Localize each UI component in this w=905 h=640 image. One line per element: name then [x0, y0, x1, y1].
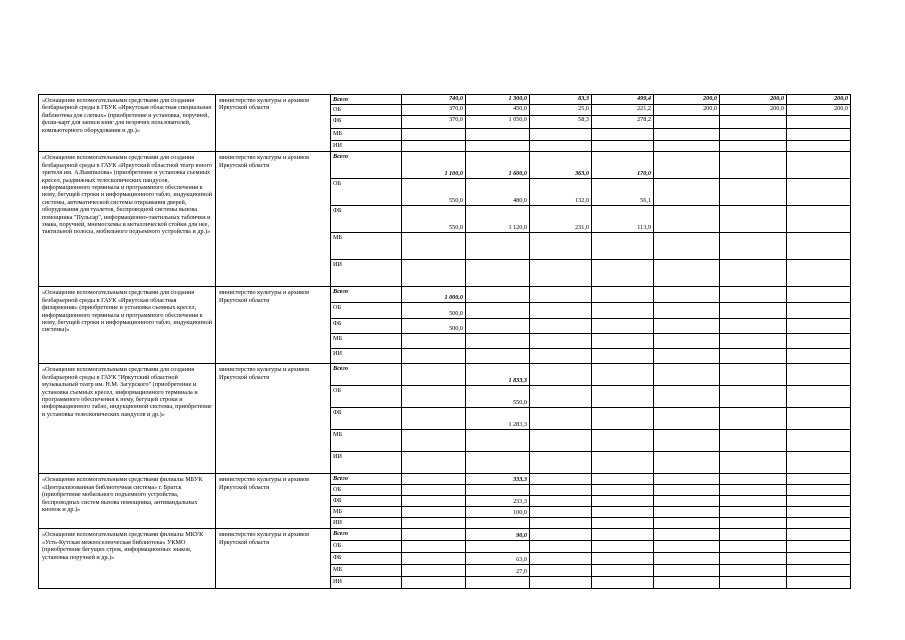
amount-cell	[530, 541, 592, 553]
amount-cell	[530, 485, 592, 496]
amount-cell	[592, 565, 654, 577]
amount-cell	[530, 349, 592, 364]
amount-cell	[654, 129, 720, 141]
amount-cell	[720, 233, 787, 260]
amount-cell	[530, 303, 592, 319]
amount-cell	[720, 179, 787, 206]
amount-cell: 56,1	[592, 179, 654, 206]
amount-cell	[592, 303, 654, 319]
table-body	[39, 95, 851, 589]
amount-cell	[720, 529, 787, 541]
amount-cell: 200,0	[720, 95, 787, 105]
amount-cell	[720, 408, 787, 430]
funding-source-label: МБ	[331, 334, 402, 349]
amount-cell	[466, 485, 530, 496]
amount-cell	[787, 152, 851, 179]
funding-source-label: ОБ	[331, 105, 402, 116]
amount-cell	[787, 529, 851, 541]
amount-cell: 500,0	[402, 303, 466, 319]
funding-source-label: ФБ	[331, 496, 402, 507]
amount-cell	[654, 141, 720, 152]
amount-cell	[530, 496, 592, 507]
funding-source-label: ОБ	[331, 179, 402, 206]
amount-cell	[720, 206, 787, 233]
amount-cell	[466, 430, 530, 452]
amount-cell	[592, 485, 654, 496]
amount-cell: 25,0	[530, 105, 592, 116]
amount-cell	[466, 260, 530, 287]
amount-cell	[402, 386, 466, 408]
activity-executor: министерство культуры и архивов Иркутской области	[216, 364, 331, 474]
amount-cell	[720, 496, 787, 507]
amount-cell	[466, 141, 530, 152]
amount-cell	[530, 565, 592, 577]
amount-cell: 83,3	[530, 95, 592, 105]
table-row	[39, 364, 851, 386]
amount-cell: 550,0	[402, 206, 466, 233]
amount-cell	[720, 334, 787, 349]
amount-cell	[654, 364, 720, 386]
amount-cell	[530, 386, 592, 408]
amount-cell	[530, 577, 592, 589]
amount-cell: 550,0	[402, 179, 466, 206]
amount-cell: 200,0	[654, 105, 720, 116]
amount-cell: 58,3	[530, 116, 592, 129]
funding-source-label: Всего	[331, 287, 402, 303]
amount-cell	[530, 364, 592, 386]
amount-cell	[787, 553, 851, 565]
amount-cell	[654, 179, 720, 206]
amount-cell	[654, 303, 720, 319]
amount-cell	[592, 349, 654, 364]
funding-source-label: ОБ	[331, 485, 402, 496]
activity-executor: министерство культуры и архивов Иркутской области	[216, 474, 331, 529]
amount-cell	[592, 334, 654, 349]
activity-description: «Оснащение вспомогательными средствами для создания безбарьерной среды в ГАУК «Иркутская областная филармония» (приобретение и установка съемных кресел, информационного терминала и программного обеспечения к нему, бегущей строки и информационного табло, индукционной системы)»	[39, 287, 216, 364]
table-row	[39, 529, 851, 541]
amount-cell	[787, 260, 851, 287]
activity-executor: министерство культуры и архивов Иркутской области	[216, 529, 331, 589]
amount-cell	[592, 364, 654, 386]
amount-cell	[720, 260, 787, 287]
amount-cell: 363,0	[530, 152, 592, 179]
amount-cell	[592, 452, 654, 474]
amount-cell	[787, 141, 851, 152]
amount-cell	[787, 474, 851, 485]
amount-cell: 233,3	[466, 496, 530, 507]
amount-cell	[592, 408, 654, 430]
funding-source-label: Всего	[331, 95, 402, 105]
amount-cell	[787, 303, 851, 319]
amount-cell: 499,4	[592, 95, 654, 105]
activity-executor: министерство культуры и архивов Иркутской области	[216, 152, 331, 287]
funding-source-label: Всего	[331, 529, 402, 541]
amount-cell	[787, 577, 851, 589]
amount-cell	[654, 541, 720, 553]
funding-source-label: МБ	[331, 507, 402, 518]
amount-cell	[787, 430, 851, 452]
amount-cell	[592, 496, 654, 507]
amount-cell	[530, 334, 592, 349]
amount-cell: 200,0	[654, 95, 720, 105]
amount-cell: 132,0	[530, 179, 592, 206]
amount-cell: 90,0	[466, 529, 530, 541]
amount-cell	[530, 452, 592, 474]
funding-source-label: ОБ	[331, 386, 402, 408]
amount-cell	[530, 319, 592, 334]
amount-cell	[592, 319, 654, 334]
amount-cell	[720, 474, 787, 485]
amount-cell	[530, 518, 592, 529]
amount-cell	[402, 349, 466, 364]
funding-source-label: ИИ	[331, 349, 402, 364]
amount-cell	[654, 260, 720, 287]
amount-cell	[787, 179, 851, 206]
amount-cell	[592, 233, 654, 260]
amount-cell: 550,0	[466, 386, 530, 408]
amount-cell	[592, 430, 654, 452]
amount-cell	[787, 496, 851, 507]
amount-cell: 1 100,0	[402, 152, 466, 179]
amount-cell	[787, 233, 851, 260]
amount-cell: 113,9	[592, 206, 654, 233]
amount-cell	[720, 287, 787, 303]
amount-cell: 1 833,3	[466, 364, 530, 386]
amount-cell	[654, 452, 720, 474]
amount-cell	[592, 287, 654, 303]
funding-source-label: ИИ	[331, 577, 402, 589]
amount-cell	[592, 553, 654, 565]
funding-source-label: ФБ	[331, 408, 402, 430]
amount-cell	[720, 319, 787, 334]
amount-cell	[720, 553, 787, 565]
activity-executor: министерство культуры и архивов Иркутской области	[216, 287, 331, 364]
amount-cell	[466, 577, 530, 589]
amount-cell	[720, 541, 787, 553]
amount-cell	[402, 334, 466, 349]
amount-cell: 231,0	[530, 206, 592, 233]
funding-source-label: ФБ	[331, 206, 402, 233]
amount-cell	[720, 577, 787, 589]
funding-source-label: МБ	[331, 565, 402, 577]
amount-cell	[592, 518, 654, 529]
table-row	[39, 287, 851, 303]
amount-cell	[654, 529, 720, 541]
amount-cell	[402, 141, 466, 152]
amount-cell	[787, 518, 851, 529]
amount-cell	[787, 319, 851, 334]
activity-description: «Оснащение вспомогательными средствами филиалы МКУК «Усть-Кутская межпоселенческая библиотека» УКМО (приобретение бегущих строк, информационных знаков, установка поручней и др.)»	[39, 529, 216, 589]
funding-source-label: МБ	[331, 430, 402, 452]
amount-cell	[466, 334, 530, 349]
amount-cell: 370,0	[402, 105, 466, 116]
table-row	[39, 95, 851, 105]
amount-cell	[466, 541, 530, 553]
amount-cell	[720, 349, 787, 364]
table-row	[39, 474, 851, 485]
amount-cell	[654, 553, 720, 565]
amount-cell	[530, 233, 592, 260]
amount-cell	[466, 129, 530, 141]
amount-cell	[787, 386, 851, 408]
amount-cell	[402, 577, 466, 589]
amount-cell: 1 300,0	[466, 95, 530, 105]
amount-cell	[787, 334, 851, 349]
amount-cell	[530, 474, 592, 485]
amount-cell	[787, 129, 851, 141]
amount-cell	[402, 129, 466, 141]
amount-cell	[402, 474, 466, 485]
amount-cell	[530, 287, 592, 303]
amount-cell	[654, 408, 720, 430]
amount-cell	[787, 485, 851, 496]
amount-cell: 740,0	[402, 95, 466, 105]
amount-cell	[530, 408, 592, 430]
amount-cell	[654, 349, 720, 364]
amount-cell: 1 050,0	[466, 116, 530, 129]
amount-cell	[787, 364, 851, 386]
amount-cell	[654, 287, 720, 303]
amount-cell	[654, 386, 720, 408]
amount-cell	[720, 303, 787, 319]
amount-cell	[654, 485, 720, 496]
amount-cell	[592, 141, 654, 152]
amount-cell	[654, 152, 720, 179]
amount-cell	[654, 474, 720, 485]
amount-cell	[720, 485, 787, 496]
amount-cell	[402, 529, 466, 541]
amount-cell	[530, 507, 592, 518]
amount-cell	[530, 129, 592, 141]
amount-cell: 200,0	[787, 95, 851, 105]
amount-cell	[787, 116, 851, 129]
amount-cell	[592, 507, 654, 518]
amount-cell	[720, 430, 787, 452]
document-page	[38, 94, 850, 589]
amount-cell	[787, 565, 851, 577]
table-row	[39, 152, 851, 179]
amount-cell	[402, 485, 466, 496]
amount-cell	[530, 430, 592, 452]
amount-cell	[402, 507, 466, 518]
amount-cell	[787, 541, 851, 553]
amount-cell	[402, 233, 466, 260]
amount-cell	[720, 152, 787, 179]
amount-cell	[720, 129, 787, 141]
activity-description: «Оснащение вспомогательными средствами для создания безбарьерной среды в ГАУК "Иркутский областной музыкальный театр им. Н.М. Загурского" (приобретение и установка съемных кресел, информационного терминала и программного обеспечения к нему, бегущей строки и информационного табло, индукционной системы, приобретение и установка телескопических пандусов и др.)»	[39, 364, 216, 474]
amount-cell: 278,2	[592, 116, 654, 129]
amount-cell	[402, 496, 466, 507]
amount-cell	[720, 364, 787, 386]
activity-description: «Оснащение вспомогательными средствами для создания безбарьерной среды в ГБУК «Иркутская областная специальная библиотека для слепых» (приобретение и установка, поручней, флэш-карт для записи книг для незрячих пользователей, компьютерного оборудования и др.)»	[39, 95, 216, 152]
amount-cell	[720, 518, 787, 529]
amount-cell	[654, 233, 720, 260]
amount-cell	[530, 260, 592, 287]
activity-description: «Оснащение вспомогательными средствами филиалы МБУК «Централизованная библиотечная система» г. Братск (приобретение мобильного подъемного устройства, беспроводных систем вызова помощника, антивандальных кнопок и др.)»	[39, 474, 216, 529]
amount-cell	[654, 319, 720, 334]
funding-source-label: ФБ	[331, 319, 402, 334]
funding-source-label: МБ	[331, 129, 402, 141]
amount-cell	[787, 408, 851, 430]
amount-cell	[402, 408, 466, 430]
amount-cell	[720, 452, 787, 474]
funding-source-label: ФБ	[331, 553, 402, 565]
amount-cell	[787, 349, 851, 364]
amount-cell: 1 283,3	[466, 408, 530, 430]
funding-source-label: ИИ	[331, 141, 402, 152]
amount-cell	[654, 507, 720, 518]
program-activities-table	[38, 94, 851, 589]
amount-cell	[402, 518, 466, 529]
amount-cell	[654, 206, 720, 233]
amount-cell	[466, 349, 530, 364]
amount-cell	[654, 577, 720, 589]
amount-cell	[654, 116, 720, 129]
amount-cell	[466, 233, 530, 260]
funding-source-label: МБ	[331, 233, 402, 260]
amount-cell	[720, 116, 787, 129]
amount-cell	[787, 507, 851, 518]
activity-description: «Оснащение вспомогательными средствами для создания безбарьерной среды в ГАУК «Иркутский областной театр юного зрителя им. А.Вампилова» (приобретение и установка съемных кресел, раздвижных телескопических пандусов, информационного терминала и программного обеспечения к нему, бегущей строки и информационного табло, индукционной системы, автоматической системы открывания дверей, оборудования для туалетов, беспроводной системы вызова помощника "Пульсар", информационно-тактильных таблички и знака, поручней, мнемосхемы и металлической стойки для нее, тактильной полосы, мобильного подъемного устройства и др.)»	[39, 152, 216, 287]
amount-cell	[592, 129, 654, 141]
amount-cell	[720, 565, 787, 577]
amount-cell: 1 120,0	[466, 206, 530, 233]
amount-cell	[592, 386, 654, 408]
amount-cell	[402, 364, 466, 386]
funding-source-label: ИИ	[331, 518, 402, 529]
amount-cell	[592, 529, 654, 541]
amount-cell	[466, 319, 530, 334]
funding-source-label: ФБ	[331, 116, 402, 129]
amount-cell	[720, 507, 787, 518]
amount-cell	[466, 287, 530, 303]
amount-cell	[654, 496, 720, 507]
amount-cell	[402, 541, 466, 553]
activity-executor: министерство культуры и архивов Иркутской области	[216, 95, 331, 152]
funding-source-label: ИИ	[331, 260, 402, 287]
funding-source-label: ИИ	[331, 452, 402, 474]
amount-cell	[530, 529, 592, 541]
amount-cell	[530, 553, 592, 565]
amount-cell: 450,0	[466, 105, 530, 116]
amount-cell	[787, 287, 851, 303]
amount-cell	[402, 565, 466, 577]
amount-cell: 500,0	[402, 319, 466, 334]
amount-cell	[530, 141, 592, 152]
amount-cell	[654, 334, 720, 349]
amount-cell	[592, 474, 654, 485]
amount-cell	[402, 452, 466, 474]
amount-cell	[402, 430, 466, 452]
amount-cell: 221,2	[592, 105, 654, 116]
amount-cell: 170,0	[592, 152, 654, 179]
funding-source-label: ОБ	[331, 541, 402, 553]
amount-cell: 1 600,0	[466, 152, 530, 179]
amount-cell	[787, 452, 851, 474]
amount-cell: 200,0	[787, 105, 851, 116]
amount-cell: 480,0	[466, 179, 530, 206]
funding-source-label: Всего	[331, 364, 402, 386]
amount-cell	[654, 565, 720, 577]
amount-cell: 200,0	[720, 105, 787, 116]
amount-cell	[787, 206, 851, 233]
amount-cell	[402, 553, 466, 565]
amount-cell	[466, 518, 530, 529]
amount-cell: 63,0	[466, 553, 530, 565]
amount-cell	[592, 260, 654, 287]
amount-cell: 1 000,0	[402, 287, 466, 303]
amount-cell: 27,0	[466, 565, 530, 577]
funding-source-label: Всего	[331, 474, 402, 485]
amount-cell: 333,3	[466, 474, 530, 485]
amount-cell	[592, 577, 654, 589]
amount-cell	[720, 141, 787, 152]
funding-source-label: ОБ	[331, 303, 402, 319]
amount-cell	[654, 518, 720, 529]
amount-cell	[466, 452, 530, 474]
amount-cell	[720, 386, 787, 408]
amount-cell	[654, 430, 720, 452]
amount-cell	[402, 260, 466, 287]
amount-cell: 370,0	[402, 116, 466, 129]
funding-source-label: Всего	[331, 152, 402, 179]
amount-cell	[466, 303, 530, 319]
amount-cell	[592, 541, 654, 553]
amount-cell: 100,0	[466, 507, 530, 518]
